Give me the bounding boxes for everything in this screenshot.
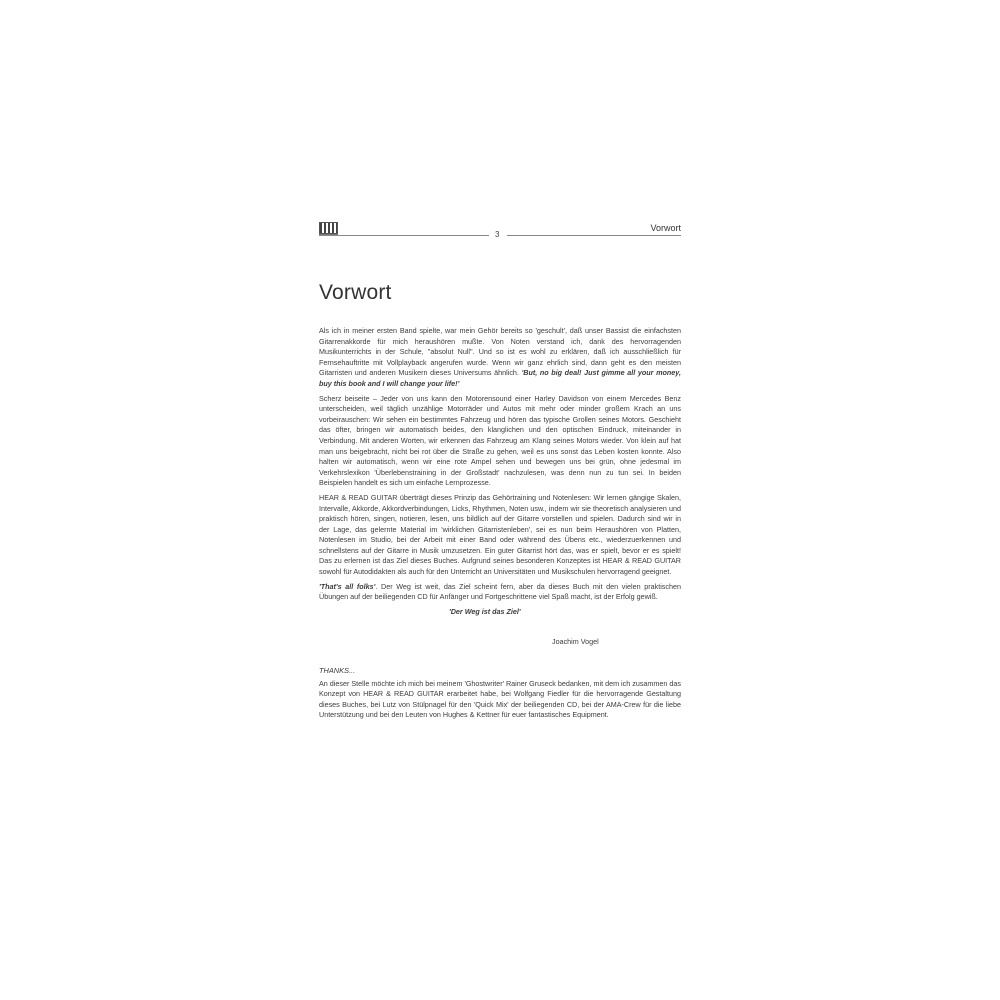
- motto-line: [319, 607, 681, 618]
- paragraph-intro-quote: 'But, no big deal! Just gimme all your money, buy this book and I will change your life!': [319, 368, 681, 388]
- author-signature: Joachim Vogel: [552, 637, 599, 647]
- paragraph-intro-text: Als ich in meiner ersten Band spielte, war mein Gehör bereits so 'geschult', daß unser Bassist die einfachsten Gitarrenakkorde für mich heraushören mußte. Von Noten verstand ich, dank des hervorragenden Musikunterrichts in der Schule, "absolut Null". Und so ist es wohl zu erklären, daß ich ausschließlich für Fernsehauftritte mit Vollplayback angerufen wurde. Wenn wir ganz ehrlich sind, dann geht es den meisten Gitarristen und anderen Musikern dieses Universums ähnlich.: [319, 326, 681, 378]
- thanks-paragraph: An dieser Stelle möchte ich mich bei meinem 'Ghostwriter' Rainer Gruseck bedanken, mit dem ich zusammen das Konzept von HEAR & READ GUITAR erarbeitet habe, bei Wolfgang Fiedler für die hervorragende Gestaltung dieses Buches, bei Lutz von Stülpnagel für den 'Quick Mix' der beiliegenden CD, bei der AMA-Crew für die liebe Unterstützung und bei den Leuten von Hughes & Kettner für euer fantastisches Equipment.: [319, 678, 681, 720]
- paragraph-intro: [319, 326, 681, 390]
- paragraph-closing-quote: 'That's all folks': [319, 581, 376, 591]
- paragraph-closing-text: . Der Weg ist weit, das Ziel scheint fern, aber da dieses Buch mit den vielen praktischen Übungen auf der beiliegenden CD für Anfänger und Fortgeschrittene viel Spaß macht, ist der Erfolg gewiß.: [319, 581, 681, 602]
- paragraph-closing: [319, 582, 681, 603]
- page-title: Vorwort: [319, 281, 392, 304]
- publisher-logo: [319, 222, 338, 234]
- running-section-title: Vorwort: [650, 223, 681, 233]
- motto-text: 'Der Weg ist das Ziel': [449, 606, 521, 616]
- page-number: 3: [495, 230, 500, 239]
- header-rule-left: [319, 235, 489, 236]
- paragraph-concept: HEAR & READ GUITAR überträgt dieses Prinzip das Gehörtraining und Notenlesen: Wir lernen gängige Skalen, Intervalle, Akkorde, Akkordverbindungen, Licks, Rhythmen, Noten usw., indem wir sie theoretisch analysieren und praktisch hören, singen, notieren, lesen, uns bildlich auf der Gitarre vorstellen und spielen. Dadurch sind wir in der Lage, das gelernte Material im 'wirklichen Gitarristenleben', sei es nun beim Heraushören von Platten, Notenlesen im Studio, bei der Arbeit mit einer Band oder während des Übens etc., wiederzuerkennen und schnellstens auf der Gitarre in Musik umzusetzen. Ein guter Gitarrist hört das, was er spielt, bevor er es spielt! Das zu erlernen ist das Ziel dieses Buches. Aufgrund seines besonderen Konzeptes ist HEAR & READ GUITAR sowohl für Autodidakten als auch für den Unterricht an Universitäten und Musikschulen hervorragend geeignet.: [319, 492, 681, 577]
- header-rule-right: [507, 235, 681, 236]
- thanks-heading: THANKS...: [319, 666, 356, 676]
- page-header: [319, 222, 681, 242]
- body-text: [319, 326, 681, 725]
- paragraph-learning: Scherz beiseite – Jeder von uns kann den Motorensound einer Harley Davidson von einem Mercedes Benz unterscheiden, weil täglich unzählige Motorräder und Autos mit mehr oder minder großem Krach an uns vorbeirauschen: Wir sehen ein bestimmtes Fahrzeug und hören das typische Grollen seines Motors. Geschieht das öfter, bringen wir automatisch beides, den klanglichen und den optischen Eindruck, miteinander in Verbindung. Mit anderen Worten, wir erkennen das Fahrzeug am Klang seines Motors wieder. Von klein auf hat man uns beigebracht, nicht bei rot über die Straße zu gehen, weil es uns sonst das Leben kosten konnte. Also halten wir automatisch, wenn wir eine rote Ampel sehen und bewegen uns bei grün, ohne jedesmal im Verkehrslexikon 'Überlebenstraining in der Großstadt' nachzulesen, was denn nun zu tun sei. In beiden Beispielen handelt es sich um einfache Lernprozesse.: [319, 393, 681, 488]
